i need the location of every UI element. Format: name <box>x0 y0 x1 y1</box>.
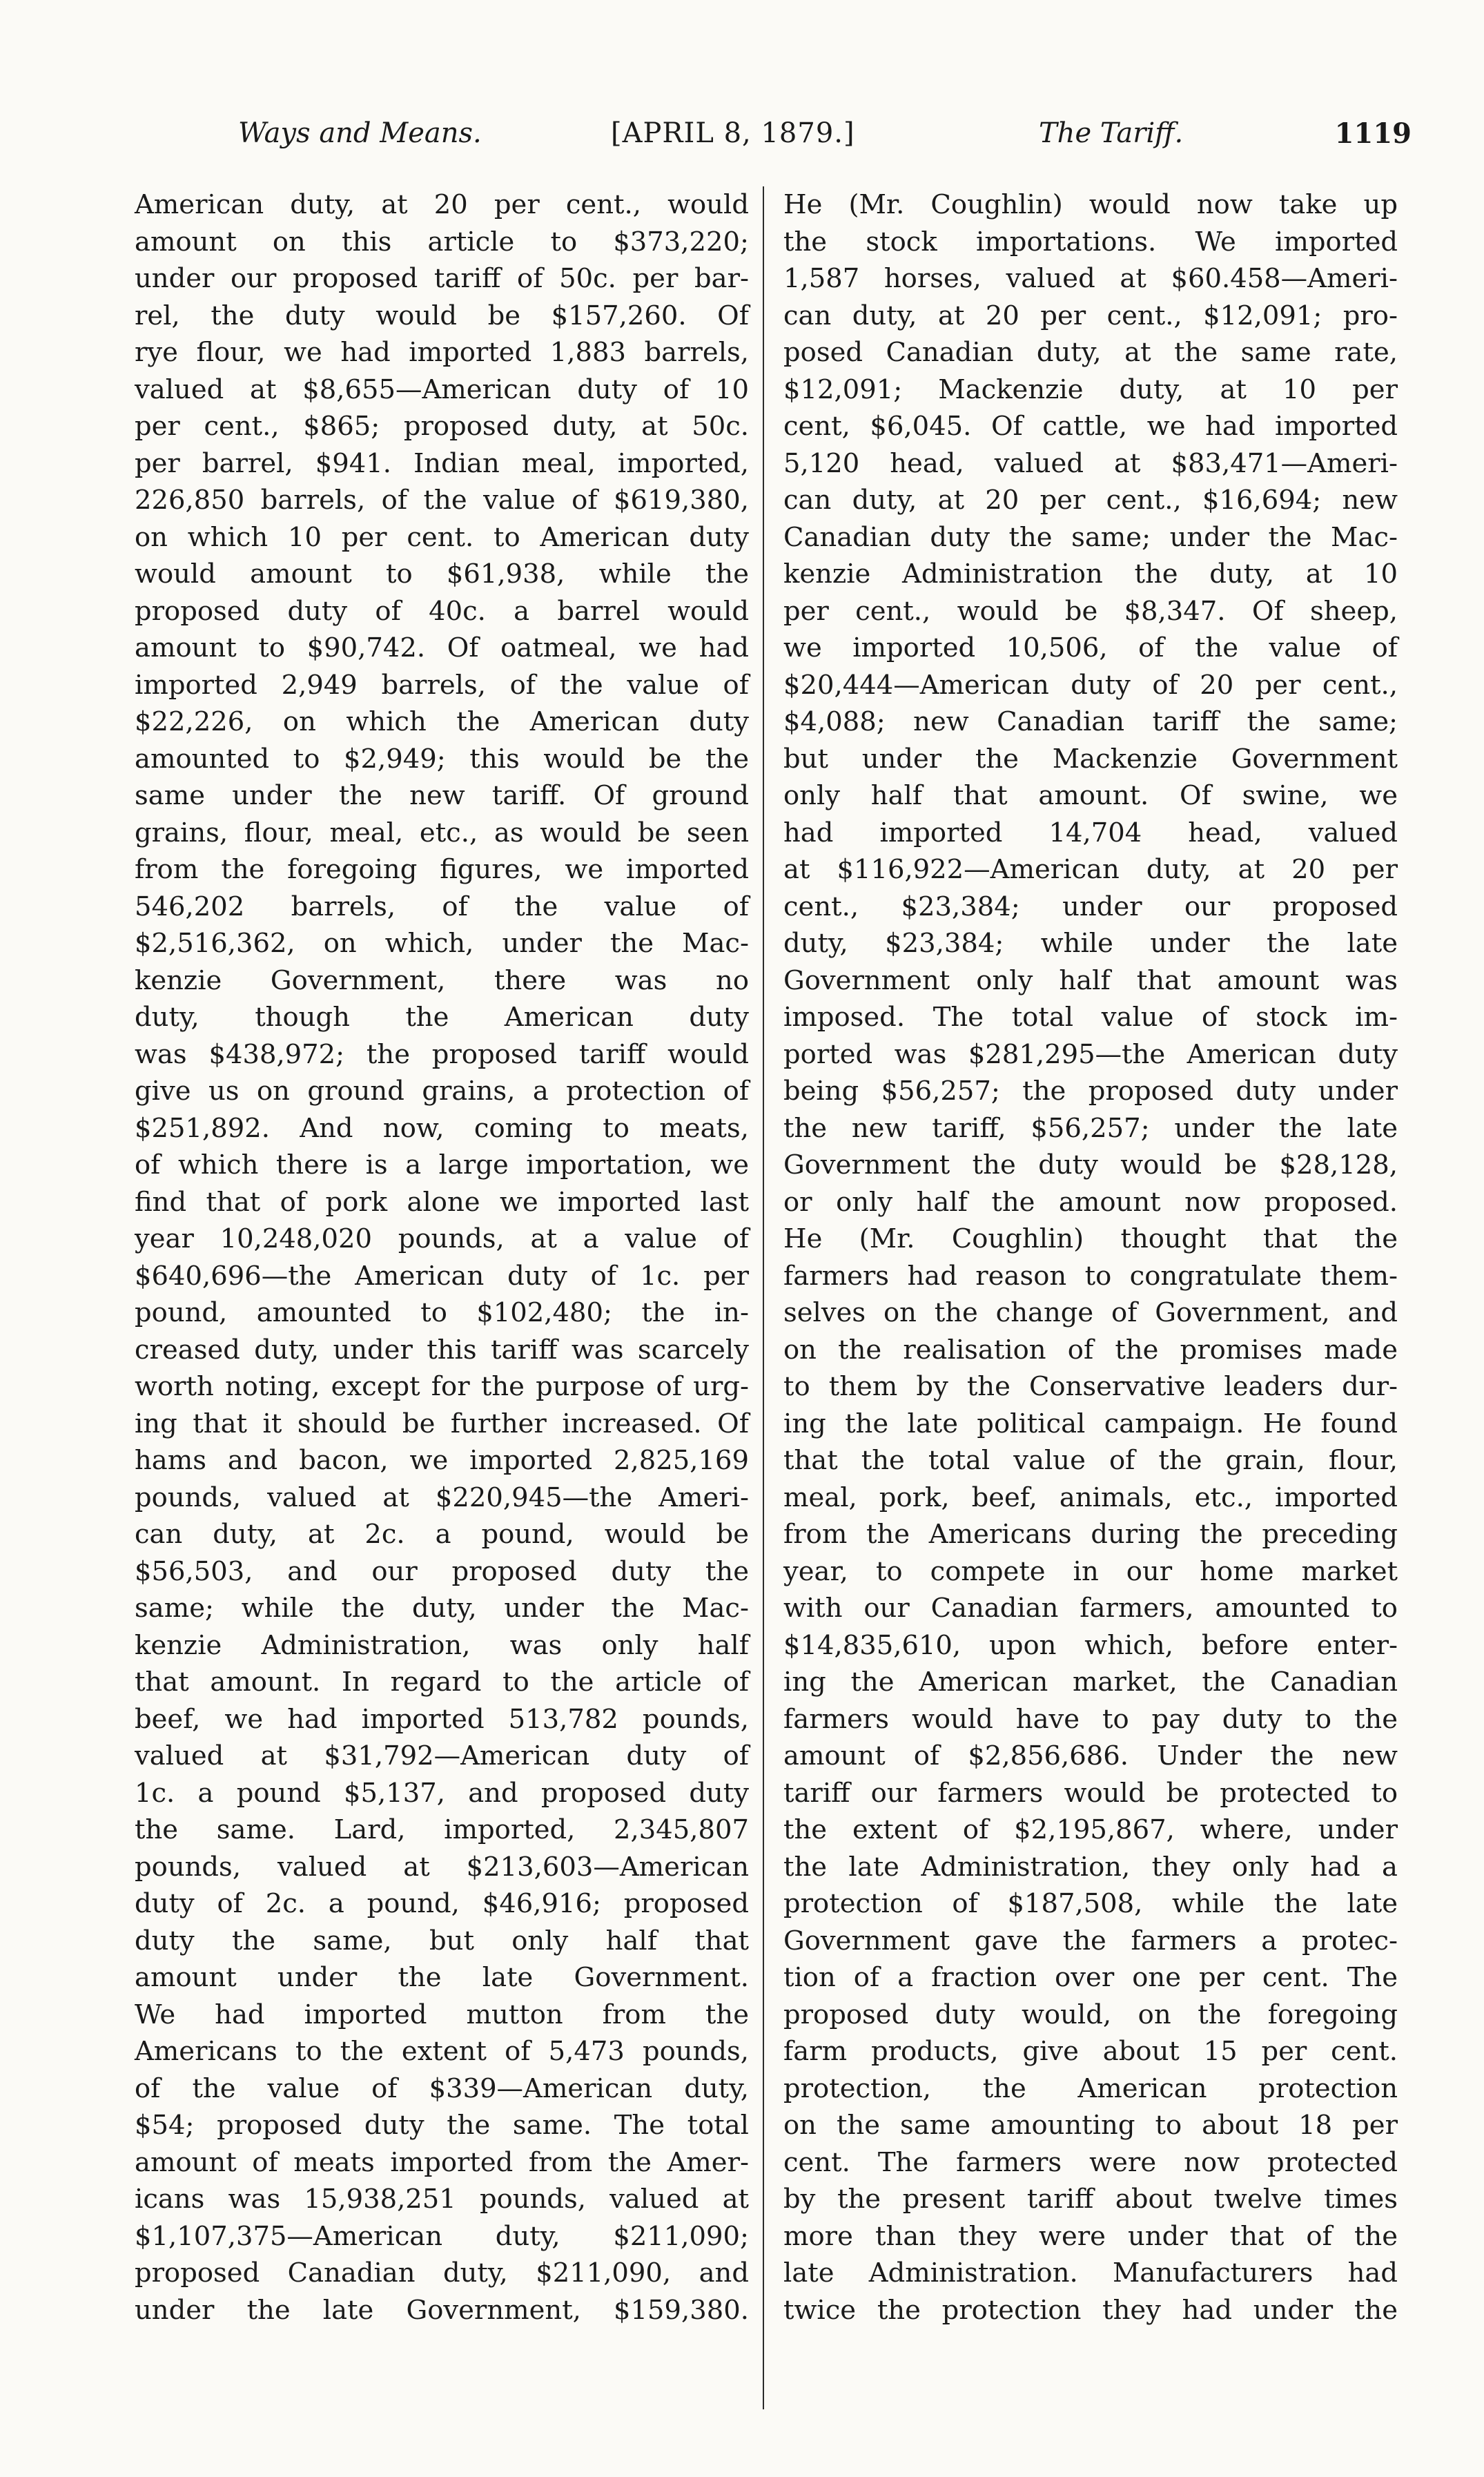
text-line: only half that amount. Of swine, we <box>783 780 1398 811</box>
text-line: we imported 10,506, of the value of <box>783 632 1398 663</box>
text-line: being $56,257; the proposed duty under <box>783 1076 1398 1107</box>
text-line: We had imported mutton from the <box>135 1999 749 2030</box>
header-date: [APRIL 8, 1879.] <box>611 117 855 149</box>
text-line: 1c. a pound $5,137, and proposed duty <box>135 1777 749 1809</box>
text-line: find that of pork alone we imported last <box>135 1186 749 1218</box>
text-line: kenzie Government, there was no <box>135 964 749 996</box>
text-line: 226,850 barrels, of the value of $619,380, <box>135 485 749 516</box>
text-line: imported 2,949 barrels, of the value of <box>135 669 749 701</box>
text-line: $2,516,362, on which, under the Mac- <box>135 928 749 959</box>
text-line: from the Americans during the preceding <box>783 1519 1398 1550</box>
text-line: ing the American market, the Canadian <box>783 1667 1398 1698</box>
text-line: rye flour, we had imported 1,883 barrels, <box>135 337 749 368</box>
text-line: Government only half that amount was <box>783 964 1398 996</box>
text-line: rel, the duty would be $157,260. Of <box>135 300 749 331</box>
text-line: beef, we had imported 513,782 pounds, <box>135 1703 749 1735</box>
text-line: pounds, valued at $220,945—the Ameri- <box>135 1482 749 1513</box>
text-line: $20,444—American duty of 20 per cent., <box>783 669 1398 701</box>
text-line: can duty, at 2c. a pound, would be <box>135 1519 749 1550</box>
text-line: cent. The farmers were now protected <box>783 2146 1398 2178</box>
text-line: per cent., $865; proposed duty, at 50c. <box>135 411 749 442</box>
text-line: the new tariff, $56,257; under the late <box>783 1112 1398 1144</box>
text-line: ing that it should be further increased. Of <box>135 1408 749 1439</box>
right-column <box>783 186 1398 2329</box>
left-column <box>135 186 749 2329</box>
text-line: on the same amounting to about 18 per <box>783 2110 1398 2141</box>
text-line: on the realisation of the promises made <box>783 1334 1398 1366</box>
text-line: tariff our farmers would be protected to <box>783 1777 1398 1809</box>
text-line: creased duty, under this tariff was scarcely <box>135 1334 749 1366</box>
text-line: 1,587 horses, valued at $60.458—Ameri- <box>783 263 1398 294</box>
text-line: pound, amounted to $102,480; the in- <box>135 1297 749 1328</box>
text-line: proposed duty would, on the foregoing <box>783 1999 1398 2030</box>
text-line: 546,202 barrels, of the value of <box>135 891 749 922</box>
text-line: protection of $187,508, while the late <box>783 1888 1398 1919</box>
document-page <box>135 117 1418 2409</box>
text-line: tion of a fraction over one per cent. The <box>783 1962 1398 1993</box>
text-line: would amount to $61,938, while the <box>135 558 749 590</box>
text-line: valued at $31,792—American duty of <box>135 1740 749 1771</box>
text-line: that amount. In regard to the article of <box>135 1667 749 1698</box>
text-columns <box>135 186 1418 2409</box>
text-line: proposed duty of 40c. a barrel would <box>135 595 749 627</box>
text-line: farmers had reason to congratulate them- <box>783 1260 1398 1292</box>
text-line: imposed. The total value of stock im- <box>783 1002 1398 1033</box>
text-line: selves on the change of Government, and <box>783 1297 1398 1328</box>
text-line: farmers would have to pay duty to the <box>783 1703 1398 1735</box>
text-line: 5,120 head, valued at $83,471—Ameri- <box>783 447 1398 479</box>
text-line: $4,088; new Canadian tariff the same; <box>783 706 1398 737</box>
text-line: twice the protection they had under the <box>783 2294 1398 2326</box>
text-line: give us on ground grains, a protection of <box>135 1076 749 1107</box>
text-line: grains, flour, meal, etc., as would be seen <box>135 817 749 848</box>
text-line: can duty, at 20 per cent., $12,091; pro- <box>783 300 1398 331</box>
text-line: year, to compete in our home market <box>783 1555 1398 1587</box>
text-line: icans was 15,938,251 pounds, valued at <box>135 2184 749 2215</box>
text-line: that the total value of the grain, flour, <box>783 1445 1398 1476</box>
text-line: meal, pork, beef, animals, etc., imported <box>783 1482 1398 1513</box>
text-line: the same. Lard, imported, 2,345,807 <box>135 1814 749 1845</box>
text-line: can duty, at 20 per cent., $16,694; new <box>783 485 1398 516</box>
text-line: same under the new tariff. Of ground <box>135 780 749 811</box>
text-line: $1,107,375—American duty, $211,090; <box>135 2220 749 2252</box>
text-line: worth noting, except for the purpose of urg- <box>135 1371 749 1402</box>
text-line: duty the same, but only half that <box>135 1925 749 1956</box>
text-line: Americans to the extent of 5,473 pounds, <box>135 2036 749 2067</box>
text-line: $56,503, and our proposed duty the <box>135 1555 749 1587</box>
text-line: pounds, valued at $213,603—American <box>135 1851 749 1883</box>
text-line: kenzie Administration the duty, at 10 <box>783 558 1398 590</box>
text-line: amounted to $2,949; this would be the <box>135 743 749 775</box>
text-line: the extent of $2,195,867, where, under <box>783 1814 1398 1845</box>
text-line: on which 10 per cent. to American duty <box>135 521 749 553</box>
text-line: duty of 2c. a pound, $46,916; proposed <box>135 1888 749 1919</box>
text-line: He (Mr. Coughlin) would now take up <box>783 189 1398 220</box>
text-line: Government the duty would be $28,128, <box>783 1149 1398 1181</box>
text-line: amount of $2,856,686. Under the new <box>783 1740 1398 1771</box>
text-line: with our Canadian farmers, amounted to <box>783 1593 1398 1624</box>
text-line: $640,696—the American duty of 1c. per <box>135 1260 749 1292</box>
column-divider <box>763 186 764 2409</box>
text-line: $12,091; Mackenzie duty, at 10 per <box>783 373 1398 405</box>
text-line: under our proposed tariff of 50c. per bar- <box>135 263 749 294</box>
text-line: amount of meats imported from the Amer- <box>135 2146 749 2178</box>
text-line: to them by the Conservative leaders dur- <box>783 1371 1398 1402</box>
text-line: more than they were under that of the <box>783 2220 1398 2252</box>
text-line: of which there is a large importation, we <box>135 1149 749 1181</box>
text-line: same; while the duty, under the Mac- <box>135 1593 749 1624</box>
text-line: year 10,248,020 pounds, at a value of <box>135 1223 749 1254</box>
text-line: $14,835,610, upon which, before enter- <box>783 1629 1398 1661</box>
text-line: He (Mr. Coughlin) thought that the <box>783 1223 1398 1254</box>
text-line: was $438,972; the proposed tariff would <box>135 1038 749 1070</box>
text-line: duty, $23,384; while under the late <box>783 928 1398 959</box>
text-line: at $116,922—American duty, at 20 per <box>783 854 1398 885</box>
text-line: from the foregoing figures, we imported <box>135 854 749 885</box>
text-line: amount to $90,742. Of oatmeal, we had <box>135 632 749 663</box>
text-line: the late Administration, they only had a <box>783 1851 1398 1883</box>
text-line: cent, $6,045. Of cattle, we had imported <box>783 411 1398 442</box>
text-line: but under the Mackenzie Government <box>783 743 1398 775</box>
text-line: valued at $8,655—American duty of 10 <box>135 373 749 405</box>
header-page-number: 1119 <box>1334 117 1412 150</box>
text-line: kenzie Administration, was only half <box>135 1629 749 1661</box>
text-line: per barrel, $941. Indian meal, imported, <box>135 447 749 479</box>
text-line: of the value of $339—American duty, <box>135 2072 749 2104</box>
text-line: posed Canadian duty, at the same rate, <box>783 337 1398 368</box>
text-line: cent., $23,384; under our proposed <box>783 891 1398 922</box>
text-line: hams and bacon, we imported 2,825,169 <box>135 1445 749 1476</box>
text-line: proposed Canadian duty, $211,090, and <box>135 2257 749 2289</box>
header-section: The Tariff. <box>1039 117 1184 149</box>
text-line: $251,892. And now, coming to meats, <box>135 1112 749 1144</box>
text-line: amount on this article to $373,220; <box>135 226 749 258</box>
text-line: under the late Government, $159,380. <box>135 2294 749 2326</box>
text-line: Canadian duty the same; under the Mac- <box>783 521 1398 553</box>
text-line: the stock importations. We imported <box>783 226 1398 258</box>
text-line: $54; proposed duty the same. The total <box>135 2110 749 2141</box>
header-committee: Ways and Means. <box>238 117 482 149</box>
text-line: American duty, at 20 per cent., would <box>135 189 749 220</box>
text-line: amount under the late Government. <box>135 1962 749 1993</box>
text-line: per cent., would be $8,347. Of sheep, <box>783 595 1398 627</box>
text-line: Government gave the farmers a protec- <box>783 1925 1398 1956</box>
text-line: $22,226, on which the American duty <box>135 706 749 737</box>
text-line: protection, the American protection <box>783 2072 1398 2104</box>
text-line: farm products, give about 15 per cent. <box>783 2036 1398 2067</box>
text-line: by the present tariff about twelve times <box>783 2184 1398 2215</box>
text-line: had imported 14,704 head, valued <box>783 817 1398 848</box>
text-line: late Administration. Manufacturers had <box>783 2257 1398 2289</box>
text-line: ing the late political campaign. He found <box>783 1408 1398 1439</box>
text-line: ported was $281,295—the American duty <box>783 1038 1398 1070</box>
page-header <box>135 117 1418 173</box>
text-line: duty, though the American duty <box>135 1002 749 1033</box>
text-line: or only half the amount now proposed. <box>783 1186 1398 1218</box>
